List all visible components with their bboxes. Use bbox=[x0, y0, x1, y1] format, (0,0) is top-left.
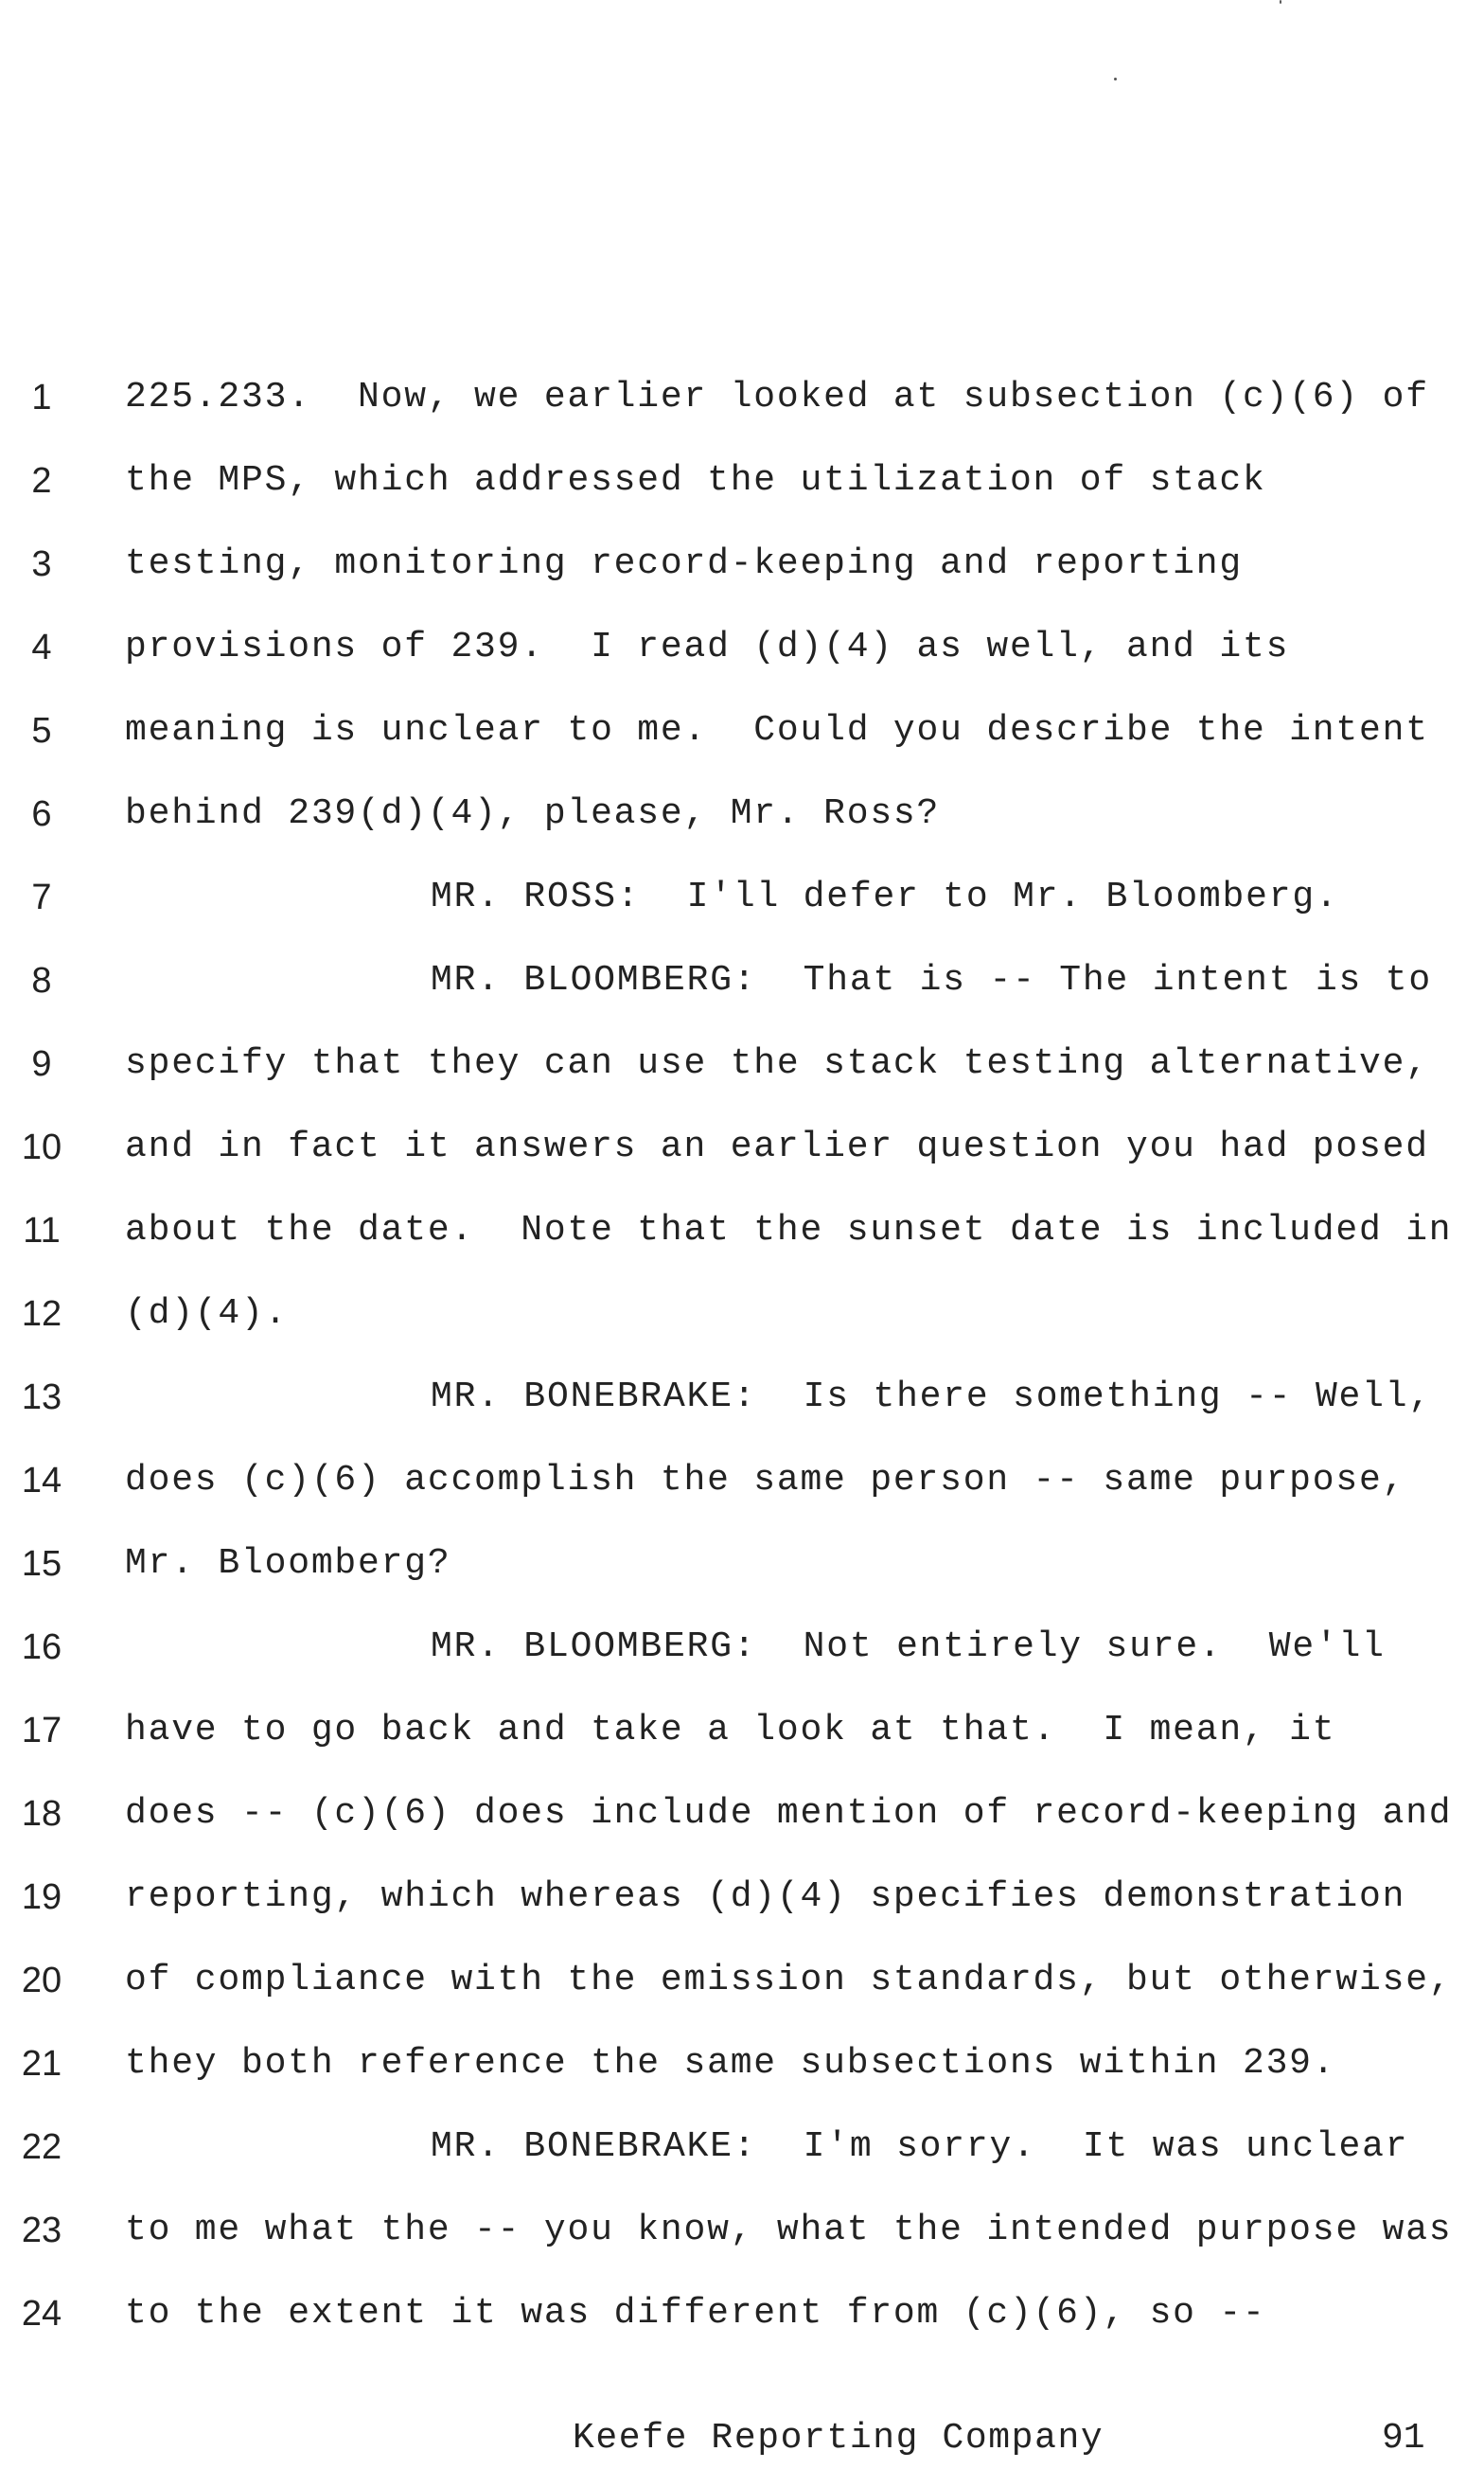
transcript-line bbox=[0, 856, 1484, 939]
line-number: 11 bbox=[23, 1211, 61, 1251]
line-text: about the date. Note that the sunset date is included in bbox=[125, 1210, 1453, 1251]
line-text: have to go back and take a look at that. I mean, it bbox=[125, 1710, 1336, 1750]
transcript-line bbox=[0, 1439, 1484, 1522]
line-number: 16 bbox=[21, 1627, 62, 1667]
line-number: 8 bbox=[31, 961, 52, 1001]
transcript-line bbox=[0, 2105, 1484, 2189]
line-number: 7 bbox=[31, 878, 52, 917]
line-text: MR. BONEBRAKE: Is there something -- Well, bbox=[431, 1377, 1432, 1417]
transcript-line bbox=[0, 773, 1484, 856]
transcript-line bbox=[0, 1022, 1484, 1106]
line-text: MR. BLOOMBERG: Not entirely sure. We'll bbox=[431, 1626, 1386, 1667]
transcript-line bbox=[0, 1856, 1484, 1939]
line-text: they both reference the same subsections within 239. bbox=[125, 2043, 1336, 2084]
line-number: 3 bbox=[31, 544, 52, 584]
page-footer bbox=[0, 2410, 1484, 2467]
transcript-line bbox=[0, 1522, 1484, 1606]
line-text: of compliance with the emission standards, but otherwise, bbox=[125, 1960, 1453, 2000]
transcript-line bbox=[0, 1272, 1484, 1356]
transcript-line bbox=[0, 356, 1484, 439]
transcript-line bbox=[0, 2272, 1484, 2355]
transcript-line bbox=[0, 2022, 1484, 2105]
line-number: 18 bbox=[21, 1794, 62, 1834]
line-text: MR. BONEBRAKE: I'm sorry. It was unclear bbox=[431, 2126, 1409, 2167]
page-number: 91 bbox=[1382, 2418, 1425, 2459]
transcript-line bbox=[0, 1689, 1484, 1772]
transcript-line bbox=[0, 439, 1484, 523]
footer-company: Keefe Reporting Company bbox=[573, 2418, 1104, 2459]
line-number: 6 bbox=[31, 794, 52, 834]
line-text: to me what the -- you know, what the intended purpose was bbox=[125, 2210, 1453, 2250]
line-number: 19 bbox=[21, 1877, 62, 1917]
line-number: 21 bbox=[21, 2044, 62, 2084]
scan-speck bbox=[1114, 78, 1117, 80]
transcript-line bbox=[0, 2189, 1484, 2272]
line-text: MR. ROSS: I'll defer to Mr. Bloomberg. bbox=[431, 877, 1339, 917]
line-text: the MPS, which addressed the utilization of stack bbox=[125, 460, 1266, 501]
line-number: 12 bbox=[21, 1294, 62, 1334]
line-text: and in fact it answers an earlier question you had posed bbox=[125, 1127, 1429, 1167]
line-text: MR. BLOOMBERG: That is -- The intent is to bbox=[431, 960, 1432, 1001]
line-text: meaning is unclear to me. Could you describe the intent bbox=[125, 710, 1429, 751]
line-number: 24 bbox=[21, 2294, 62, 2334]
line-number: 20 bbox=[21, 1961, 62, 2000]
transcript-line bbox=[0, 606, 1484, 689]
transcript-line bbox=[0, 939, 1484, 1022]
transcript-line bbox=[0, 1772, 1484, 1856]
line-text: to the extent it was different from (c)(6), so -- bbox=[125, 2293, 1266, 2334]
line-text: Mr. Bloomberg? bbox=[125, 1543, 451, 1584]
line-text: (d)(4). bbox=[125, 1293, 289, 1334]
transcript-line bbox=[0, 1106, 1484, 1189]
line-number: 5 bbox=[31, 711, 52, 751]
transcript-line bbox=[0, 523, 1484, 606]
line-number: 14 bbox=[21, 1461, 62, 1501]
line-number: 4 bbox=[31, 628, 52, 667]
transcript-line bbox=[0, 689, 1484, 773]
line-text: specify that they can use the stack testing alternative, bbox=[125, 1043, 1429, 1084]
transcript-line bbox=[0, 1606, 1484, 1689]
line-number: 10 bbox=[21, 1128, 62, 1167]
line-text: reporting, which whereas (d)(4) specifies demonstration bbox=[125, 1876, 1406, 1917]
line-number: 17 bbox=[21, 1711, 62, 1750]
line-number: 23 bbox=[21, 2211, 62, 2250]
line-number: 22 bbox=[21, 2127, 62, 2167]
line-number: 9 bbox=[31, 1044, 52, 1084]
line-text: provisions of 239. I read (d)(4) as well, and its bbox=[125, 627, 1290, 667]
line-number: 13 bbox=[21, 1377, 62, 1417]
scan-speck bbox=[1280, 0, 1281, 4]
line-number: 15 bbox=[21, 1544, 62, 1584]
transcript-line bbox=[0, 1939, 1484, 2022]
line-number: 2 bbox=[31, 461, 52, 501]
transcript-line bbox=[0, 1189, 1484, 1272]
transcript-line bbox=[0, 1356, 1484, 1439]
line-text: does -- (c)(6) does include mention of record-keeping and bbox=[125, 1793, 1453, 1834]
line-number: 1 bbox=[31, 378, 52, 417]
line-text: testing, monitoring record-keeping and reporting bbox=[125, 543, 1243, 584]
line-text: 225.233. Now, we earlier looked at subsection (c)(6) of bbox=[125, 377, 1429, 417]
line-text: does (c)(6) accomplish the same person -- same purpose, bbox=[125, 1460, 1406, 1501]
line-text: behind 239(d)(4), please, Mr. Ross? bbox=[125, 793, 941, 834]
